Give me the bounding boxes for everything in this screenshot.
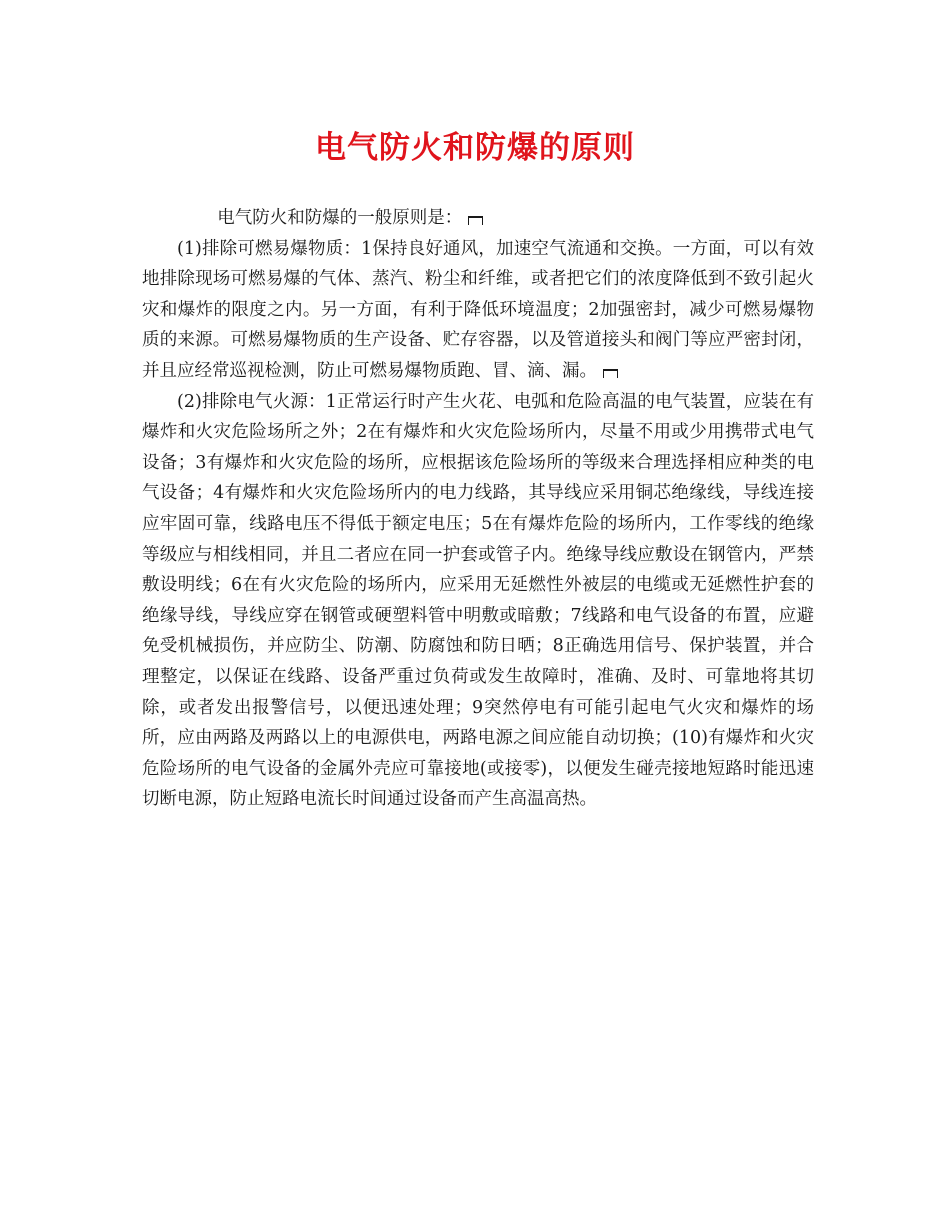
document-body [142, 203, 814, 815]
paragraph-mark-icon [468, 216, 483, 225]
paragraph-mark-icon [603, 369, 618, 378]
paragraph-2-text: (2)排除电气火源：1正常运行时产生火花、电弧和危险高温的电气装置，应装在有爆炸和火灾危险场所之外；2在有爆炸和火灾危险场所内，尽量不用或少用携带式电气设备；3有爆炸和火灾危险的场所，应根据该危险场所的等级来合理选择相应种类的电气设备；4有爆炸和火灾危险场所内的电力线路，其导线应采用铜芯绝缘线，导线连接应牢固可靠，线路电压不得低于额定电压；5在有爆炸危险的场所内，工作零线的绝缘等级应与相线相同，并且二者应在同一护套或管子内。绝缘导线应敷设在钢管内，严禁敷设明线；6在有火灾危险的场所内，应采用无延燃性外被层的电缆或无延燃性护套的绝缘导线，导线应穿在钢管或硬塑料管中明敷或暗敷；7线路和电气设备的布置，应避免受机械损伤，并应防尘、防潮、防腐蚀和防日晒；8正确选用信号、保护装置，并合理整定，以保证在线路、设备严重过负荷或发生故障时，准确、及时、可靠地将其切除，或者发出报警信号，以便迅速处理；9突然停电有可能引起电气火灾和爆炸的场所，应由两路及两路以上的电源供电，两路电源之间应能自动切换；(10)有爆炸和火灾危险场所的电气设备的金属外壳应可靠接地(或接零)，以便发生碰壳接地短路时能迅速切断电源，防止短路电流长时间通过设备而产生高温高热。 [142, 391, 814, 810]
intro-text: 电气防火和防爆的一般原则是： [217, 208, 463, 228]
paragraph-1-text: (1)排除可燃易爆物质：1保持良好通风，加速空气流通和交换。一方面，可以有效地排除现场可燃易爆的气体、蒸汽、粉尘和纤维，或者把它们的浓度降低到不致引起火灾和爆炸的限度之内。另一方面，有利于降低环境温度；2加强密封，减少可燃易爆物质的来源。可燃易爆物质的生产设备、贮存容器，以及管道接头和阀门等应严密封闭，并且应经常巡视检测，防止可燃易爆物质跑、冒、滴、漏。 [142, 238, 814, 381]
document-title: 电气防火和防爆的原则 [315, 130, 635, 166]
paragraph-2 [142, 387, 814, 815]
intro-paragraph [142, 203, 814, 234]
paragraph-1 [142, 234, 814, 387]
